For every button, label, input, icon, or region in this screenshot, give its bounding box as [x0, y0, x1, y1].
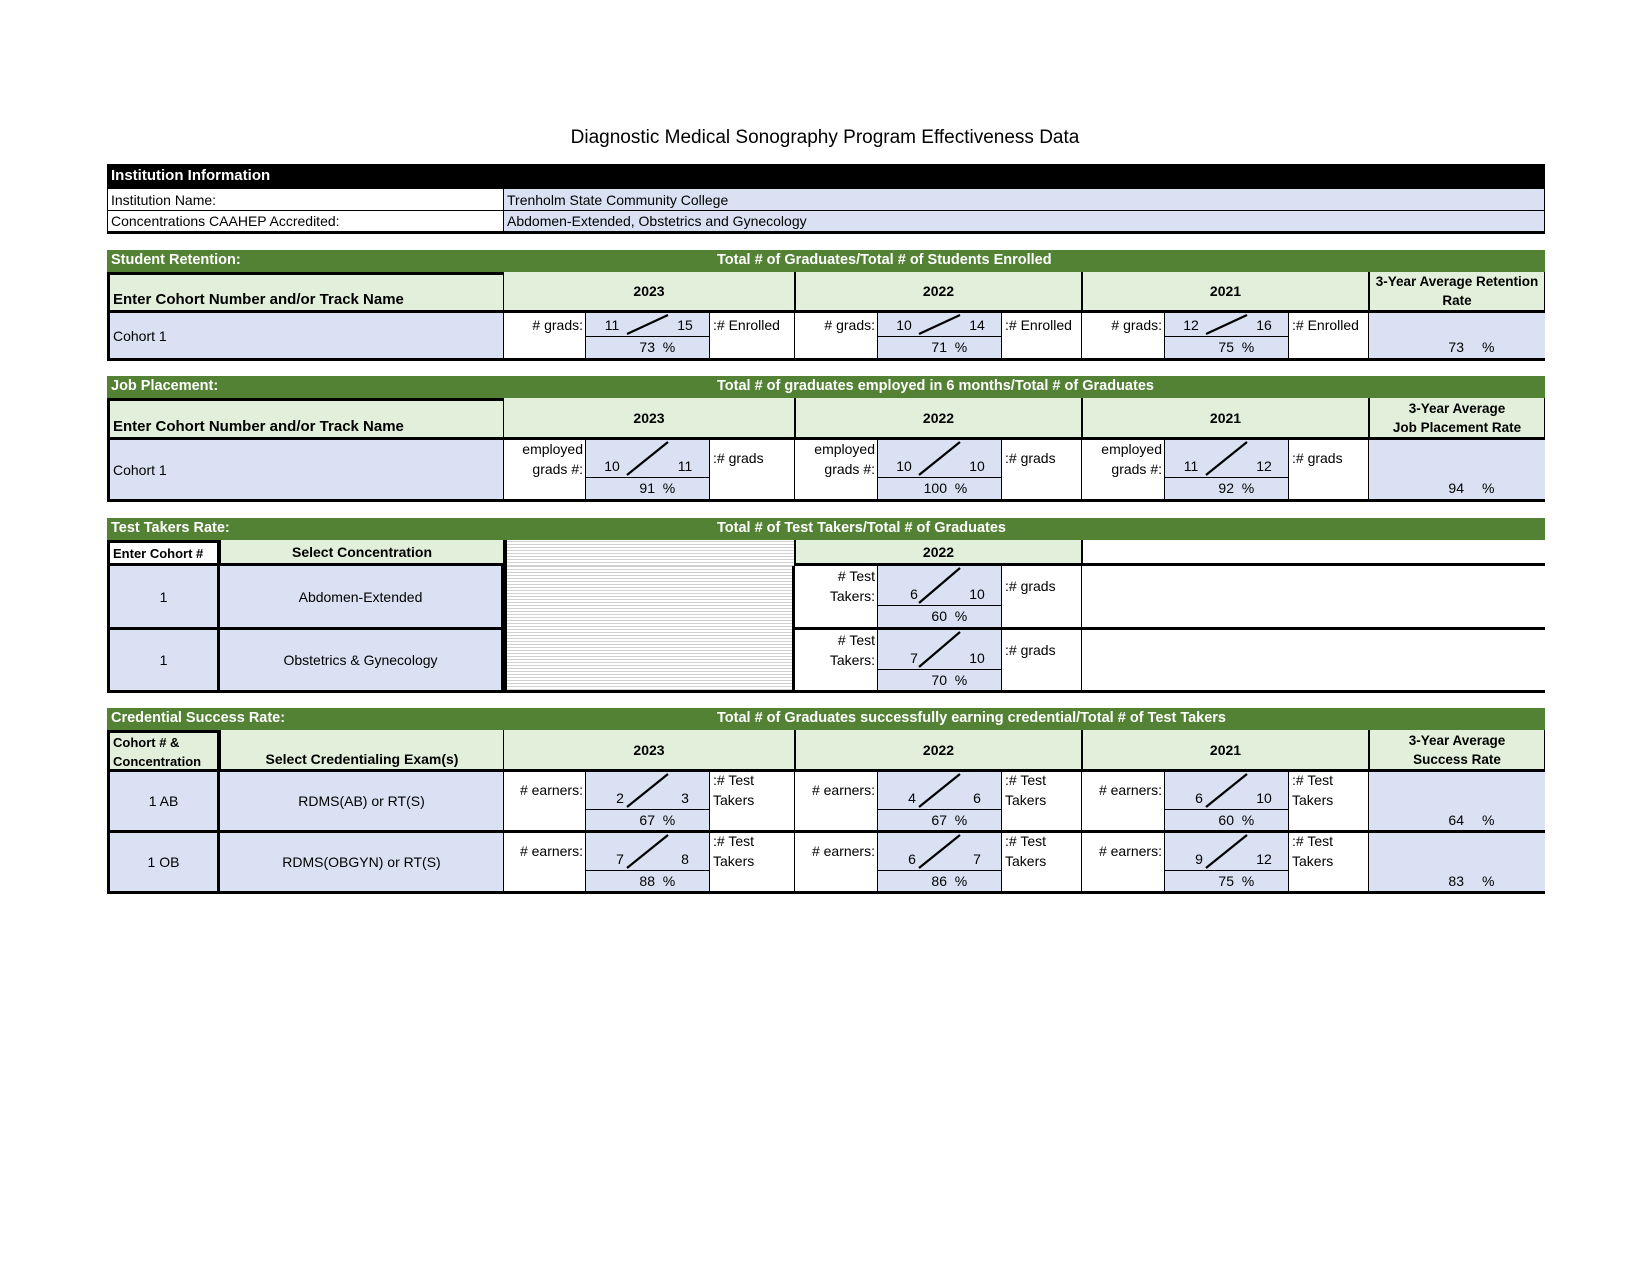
credential-0-1-earners-label: # earners: — [811, 782, 875, 798]
credential-1-0-slash-icon — [625, 834, 670, 869]
credential-year-0: 2023 — [503, 730, 795, 772]
credential-average-pct-0: % — [1482, 812, 1495, 828]
credential-exam-1[interactable]: RDMS(OBGYN) or RT(S) — [220, 833, 504, 894]
retention-0-numerator[interactable]: 11 — [604, 317, 620, 333]
credential-0-2-testtakers-label2: Takers — [1292, 792, 1334, 808]
credential-0-0-denominator[interactable]: 3 — [681, 790, 689, 806]
testtakers-1-percent: 70 — [931, 672, 947, 688]
credential-1-1-denominator[interactable]: 7 — [973, 851, 981, 867]
credential-0-2-percent: 60 — [1218, 812, 1234, 828]
credential-0-1-numerator[interactable]: 4 — [908, 790, 916, 806]
credential-0-1-slash-icon — [917, 773, 962, 808]
credential-0-1-percent-sign: % — [954, 812, 968, 828]
credential-section-label: Credential Success Rate: — [111, 710, 286, 726]
retention-year-1: 2022 — [795, 272, 1082, 313]
credential-exam-header: Select Credentialing Exam(s) — [220, 730, 504, 772]
placement-grads-right-label-1: :# grads — [1005, 450, 1056, 466]
credential-0-2-denominator[interactable]: 10 — [1256, 790, 1272, 806]
credential-0-2-numerator[interactable]: 6 — [1195, 790, 1203, 806]
placement-1-numerator[interactable]: 10 — [896, 458, 912, 474]
testtakers-concentration-header: Select Concentration — [220, 540, 504, 566]
testtakers-0-percent: 60 — [931, 608, 947, 624]
credential-1-2-numerator[interactable]: 9 — [1195, 851, 1203, 867]
placement-average-header-line2: Job Placement Rate — [1392, 420, 1522, 435]
testtakers-formula: Total # of Test Takers/Total # of Graduates — [717, 520, 1006, 536]
placement-2-denominator[interactable]: 12 — [1256, 458, 1272, 474]
testtakers-0-slash-icon — [917, 567, 962, 604]
credential-1-2-slash-icon — [1204, 834, 1249, 869]
testtakers-section-bar — [107, 518, 1545, 540]
credential-1-0-earners-label: # earners: — [519, 843, 583, 859]
retention-grads-label-0: # grads: — [532, 317, 583, 333]
testtakers-0-numerator[interactable]: 6 — [910, 586, 918, 602]
credential-1-0-testtakers-label1: :# Test — [713, 833, 754, 849]
credential-average-header — [1369, 730, 1545, 772]
credential-average-pct-1: % — [1482, 873, 1495, 889]
credential-0-1-denominator[interactable]: 6 — [973, 790, 981, 806]
credential-average-header-line1: 3-Year Average — [1408, 733, 1506, 748]
retention-1-slash-icon — [917, 314, 962, 335]
placement-0-percent-sign: % — [662, 480, 676, 496]
testtakers-hatched-header — [504, 540, 795, 566]
testtakers-label1-1: # Test — [837, 632, 875, 648]
placement-2-percent: 92 — [1218, 480, 1234, 496]
credential-0-0-numerator[interactable]: 2 — [616, 790, 624, 806]
credential-1-2-denominator[interactable]: 12 — [1256, 851, 1272, 867]
placement-grads-label-2: grads #: — [1111, 461, 1162, 477]
testtakers-1-denominator[interactable]: 10 — [969, 650, 985, 666]
credential-0-0-percent-sign: % — [662, 812, 676, 828]
credential-1-0-numerator[interactable]: 7 — [616, 851, 624, 867]
credential-average-header-line2: Success Rate — [1413, 752, 1501, 767]
testtakers-1-slash-icon — [917, 631, 962, 668]
credential-cohort-1[interactable]: 1 OB — [107, 833, 220, 894]
credential-1-1-percent: 86 — [931, 873, 947, 889]
credential-cohort-header-line2: Concentration — [113, 754, 202, 769]
testtakers-empty-header — [1082, 540, 1545, 566]
retention-0-denominator[interactable]: 15 — [677, 317, 693, 333]
credential-cohort-header — [107, 730, 220, 772]
placement-formula: Total # of graduates employed in 6 months/Total # of Graduates — [717, 378, 1154, 394]
credential-average-0: 64 — [1448, 812, 1464, 828]
credential-1-2-earners-label: # earners: — [1098, 843, 1162, 859]
placement-grads-label-0: grads #: — [532, 461, 583, 477]
placement-section-bar — [107, 376, 1545, 398]
testtakers-0-denominator[interactable]: 10 — [969, 586, 985, 602]
testtakers-section-label: Test Takers Rate: — [111, 520, 230, 536]
testtakers-label1-0: # Test — [837, 568, 875, 584]
retention-1-percent: 71 — [931, 339, 947, 355]
placement-0-denominator[interactable]: 11 — [677, 458, 693, 474]
credential-1-1-testtakers-label2: Takers — [1005, 853, 1047, 869]
testtakers-cohort-0[interactable]: 1 — [107, 566, 220, 630]
placement-year-0: 2023 — [503, 398, 795, 440]
retention-grads-label-2: # grads: — [1111, 317, 1162, 333]
testtakers-concentration-0[interactable]: Abdomen-Extended — [220, 566, 504, 630]
retention-2-numerator[interactable]: 12 — [1183, 317, 1199, 333]
credential-0-0-testtakers-label2: Takers — [713, 792, 755, 808]
testtakers-1-numerator[interactable]: 7 — [910, 650, 918, 666]
credential-0-1-testtakers-label2: Takers — [1005, 792, 1047, 808]
credential-section-bar — [107, 708, 1545, 730]
institution-name-label: Institution Name: — [107, 188, 504, 211]
credential-1-0-percent: 88 — [639, 873, 655, 889]
placement-average-pct: % — [1482, 480, 1495, 496]
credential-year-1: 2022 — [795, 730, 1082, 772]
credential-0-1-testtakers-label1: :# Test — [1005, 772, 1046, 788]
testtakers-label2-1: Takers: — [829, 652, 875, 668]
placement-1-percent-sign: % — [954, 480, 968, 496]
credential-1-0-testtakers-label2: Takers — [713, 853, 755, 869]
credential-1-2-percent-sign: % — [1241, 873, 1255, 889]
placement-employed-label-2: employed — [1101, 441, 1162, 457]
placement-grads-right-label-0: :# grads — [713, 450, 764, 466]
placement-section-label: Job Placement: — [111, 378, 219, 394]
placement-employed-label-1: employed — [814, 441, 875, 457]
credential-1-0-denominator[interactable]: 8 — [681, 851, 689, 867]
retention-enrolled-label-0: :# Enrolled — [713, 317, 780, 333]
placement-year-1: 2022 — [795, 398, 1082, 440]
testtakers-grads-label-0: :# grads — [1005, 578, 1056, 594]
testtakers-label2-0: Takers: — [829, 588, 875, 604]
credential-0-0-testtakers-label1: :# Test — [713, 772, 754, 788]
testtakers-cohort-1[interactable]: 1 — [107, 630, 220, 693]
credential-0-2-testtakers-label1: :# Test — [1292, 772, 1333, 788]
retention-year-2: 2021 — [1082, 272, 1369, 313]
placement-cohort-header: Enter Cohort Number and/or Track Name — [107, 398, 504, 440]
credential-1-1-percent-sign: % — [954, 873, 968, 889]
retention-formula: Total # of Graduates/Total # of Students Enrolled — [717, 252, 1052, 268]
testtakers-1-percent-sign: % — [954, 672, 968, 688]
retention-0-percent: 73 — [639, 339, 655, 355]
placement-grads-label-1: grads #: — [824, 461, 875, 477]
retention-2-percent: 75 — [1218, 339, 1234, 355]
placement-1-denominator[interactable]: 10 — [969, 458, 985, 474]
retention-1-denominator[interactable]: 14 — [969, 317, 985, 333]
placement-average-header — [1369, 398, 1545, 440]
placement-0-slash-icon — [625, 441, 670, 476]
retention-2-slash-icon — [1204, 314, 1249, 335]
credential-cohort-header-line1: Cohort # & — [113, 735, 180, 750]
concentrations-field[interactable]: Abdomen-Extended, Obstetrics and Gynecology — [503, 210, 1545, 234]
retention-2-denominator[interactable]: 16 — [1256, 317, 1272, 333]
retention-average-pct: % — [1482, 339, 1495, 355]
testtakers-concentration-1[interactable]: Obstetrics & Gynecology — [220, 630, 504, 693]
credential-0-1-percent: 67 — [931, 812, 947, 828]
credential-0-2-earners-label: # earners: — [1098, 782, 1162, 798]
credential-0-0-earners-label: # earners: — [519, 782, 583, 798]
institution-header: Institution Information — [107, 164, 1545, 188]
retention-0-slash-icon — [625, 314, 670, 335]
credential-1-1-testtakers-label1: :# Test — [1005, 833, 1046, 849]
credential-1-0-percent-sign: % — [662, 873, 676, 889]
placement-average-header-line1: 3-Year Average — [1408, 401, 1506, 416]
credential-1-1-earners-label: # earners: — [811, 843, 875, 859]
placement-employed-label-0: employed — [522, 441, 583, 457]
page-title: Diagnostic Medical Sonography Program Effectiveness Data — [570, 127, 1080, 148]
retention-average: 73 — [1448, 339, 1464, 355]
concentrations-label: Concentrations CAAHEP Accredited: — [107, 210, 504, 234]
placement-year-2: 2021 — [1082, 398, 1369, 440]
testtakers-0-percent-sign: % — [954, 608, 968, 624]
credential-1-2-testtakers-label1: :# Test — [1292, 833, 1333, 849]
credential-1-1-numerator[interactable]: 6 — [908, 851, 916, 867]
retention-section-bar — [107, 250, 1545, 272]
credential-0-2-percent-sign: % — [1241, 812, 1255, 828]
testtakers-empty-1 — [1082, 630, 1545, 693]
retention-enrolled-label-2: :# Enrolled — [1292, 317, 1359, 333]
placement-2-slash-icon — [1204, 441, 1249, 476]
testtakers-hatched-0 — [504, 566, 795, 630]
placement-row-label[interactable]: Cohort 1 — [107, 440, 504, 502]
retention-enrolled-label-1: :# Enrolled — [1005, 317, 1072, 333]
credential-1-1-slash-icon — [917, 834, 962, 869]
credential-0-0-percent: 67 — [639, 812, 655, 828]
placement-2-percent-sign: % — [1241, 480, 1255, 496]
testtakers-empty-0 — [1082, 566, 1545, 630]
placement-1-percent: 100 — [923, 480, 947, 496]
credential-average-1: 83 — [1448, 873, 1464, 889]
credential-cohort-0[interactable]: 1 AB — [107, 772, 220, 833]
placement-0-numerator[interactable]: 10 — [604, 458, 620, 474]
testtakers-year: 2022 — [795, 540, 1082, 566]
credential-1-2-testtakers-label2: Takers — [1292, 853, 1334, 869]
placement-grads-right-label-2: :# grads — [1292, 450, 1343, 466]
retention-1-percent-sign: % — [954, 339, 968, 355]
credential-formula: Total # of Graduates successfully earning credential/Total # of Test Takers — [717, 710, 1226, 726]
retention-row-label[interactable]: Cohort 1 — [107, 313, 504, 361]
testtakers-cohort-header: Enter Cohort # — [107, 540, 220, 566]
retention-grads-label-1: # grads: — [824, 317, 875, 333]
testtakers-grads-label-1: :# grads — [1005, 642, 1056, 658]
credential-exam-0[interactable]: RDMS(AB) or RT(S) — [220, 772, 504, 833]
credential-year-2: 2021 — [1082, 730, 1369, 772]
credential-0-2-slash-icon — [1204, 773, 1249, 808]
placement-2-numerator[interactable]: 11 — [1183, 458, 1199, 474]
retention-2-percent-sign: % — [1241, 339, 1255, 355]
credential-0-0-slash-icon — [625, 773, 670, 808]
retention-section-label: Student Retention: — [111, 252, 241, 268]
retention-0-percent-sign: % — [662, 339, 676, 355]
retention-average-header: 3-Year Average Retention Rate — [1369, 272, 1545, 313]
testtakers-hatched-1 — [504, 630, 795, 693]
placement-average: 94 — [1448, 480, 1464, 496]
retention-1-numerator[interactable]: 10 — [896, 317, 912, 333]
placement-0-percent: 91 — [639, 480, 655, 496]
retention-year-0: 2023 — [503, 272, 795, 313]
credential-1-2-percent: 75 — [1218, 873, 1234, 889]
retention-cohort-header: Enter Cohort Number and/or Track Name — [107, 272, 504, 313]
institution-name-field[interactable]: Trenholm State Community College — [503, 188, 1545, 211]
placement-1-slash-icon — [917, 441, 962, 476]
